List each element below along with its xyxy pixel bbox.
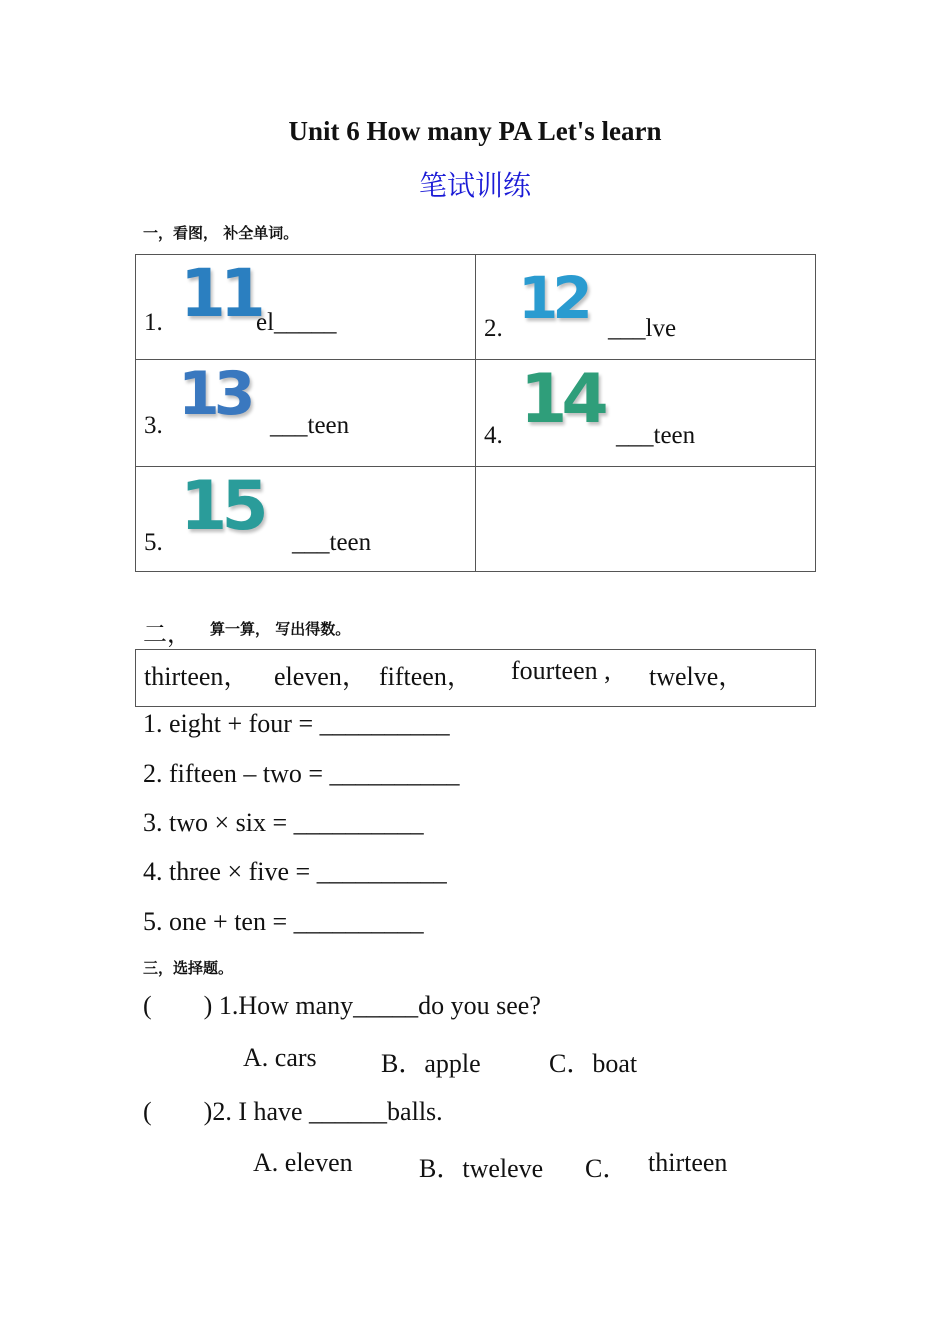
word-bank-item: thirteen，: [144, 662, 250, 691]
math-question[interactable]: 4. three × five = __________: [143, 857, 447, 886]
word-bank-item: twelve，: [649, 662, 745, 691]
word-bank: [135, 649, 816, 707]
option-b[interactable]: B．apple: [381, 1049, 481, 1078]
option-a[interactable]: A. eleven: [253, 1148, 353, 1177]
word-bank-item: fifteen，: [379, 662, 473, 691]
item-number: 2.: [484, 315, 503, 342]
option-b[interactable]: B．tweleve: [419, 1154, 544, 1183]
table-cell: [476, 360, 816, 467]
math-question[interactable]: 5. one + ten = __________: [143, 907, 424, 936]
number-13-image: 13: [178, 359, 250, 429]
section-1-heading: 一，看图， 补全单词。: [143, 224, 299, 242]
table-cell: [136, 255, 476, 360]
item-number: 5.: [144, 529, 163, 556]
option-c[interactable]: C．boat: [549, 1049, 638, 1078]
math-question[interactable]: 3. two × six = __________: [143, 808, 424, 837]
table-cell: [136, 360, 476, 467]
section-3-heading: 三，选择题。: [143, 959, 234, 977]
table-cell: [136, 467, 476, 572]
fill-in-word[interactable]: el_____: [256, 309, 337, 336]
fill-in-word[interactable]: ___lve: [608, 315, 677, 342]
number-12-image: 12: [518, 264, 587, 332]
word-bank-item: fourteen ,: [511, 656, 611, 685]
picture-word-table: [135, 254, 816, 572]
page-subtitle: 笔试训练: [418, 169, 531, 202]
word-bank-item: eleven，: [274, 662, 368, 691]
math-question[interactable]: 1. eight + four = __________: [143, 709, 450, 738]
fill-in-word[interactable]: ___teen: [616, 422, 696, 449]
option-a[interactable]: A. cars: [243, 1043, 317, 1072]
fill-in-word[interactable]: ___teen: [270, 412, 350, 439]
option-c-text[interactable]: thirteen: [648, 1148, 728, 1177]
section-2-heading: 算一算， 写出得数。: [210, 620, 351, 638]
option-c[interactable]: C．: [585, 1154, 629, 1183]
number-11-image: 11: [180, 255, 260, 332]
item-number: 4.: [484, 422, 503, 449]
item-number: 3.: [144, 412, 163, 439]
fill-in-word[interactable]: ___teen: [292, 529, 372, 556]
item-number: 1.: [144, 309, 163, 336]
page-title: Unit 6 How many PA Let's learn: [288, 116, 662, 146]
table-cell: [476, 255, 816, 360]
table-cell-empty: [476, 467, 816, 572]
choice-question-stem[interactable]: ( ) 1.How many_____do you see?: [143, 991, 541, 1020]
math-question[interactable]: 2. fifteen – two = __________: [143, 759, 460, 788]
number-14-image: 14: [520, 360, 603, 439]
number-15-image: 15: [180, 467, 263, 546]
section-2-heading-number: 二，: [143, 620, 191, 648]
choice-question-stem[interactable]: ( )2. I have ______balls.: [143, 1097, 443, 1126]
